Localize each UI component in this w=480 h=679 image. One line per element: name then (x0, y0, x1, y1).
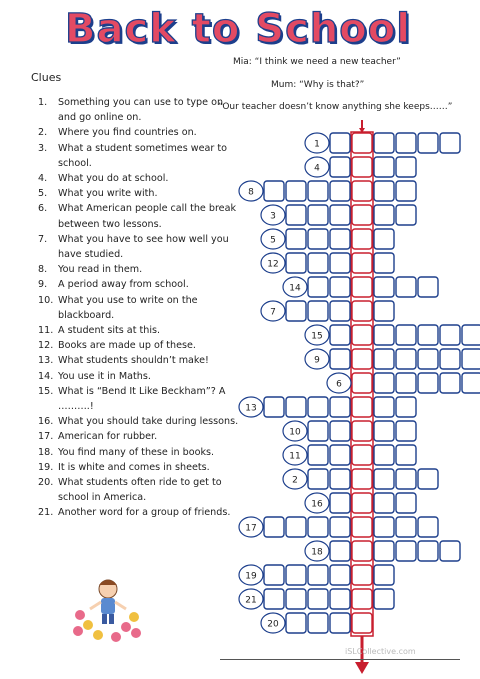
clue-number: 12. (38, 340, 54, 352)
clue-label-number: 15 (311, 331, 323, 342)
key-cell[interactable] (352, 469, 372, 489)
answer-cell[interactable] (396, 325, 416, 345)
answer-cell[interactable] (308, 469, 328, 489)
clue-label-number: 2 (292, 475, 298, 486)
answer-cell[interactable] (374, 157, 394, 177)
clue-label-number: 18 (311, 547, 323, 558)
answer-cell[interactable] (396, 517, 416, 537)
key-cell[interactable] (352, 517, 372, 537)
answer-cell[interactable] (264, 565, 284, 585)
answer-cell[interactable] (264, 397, 284, 417)
clue-label-number: 8 (248, 187, 254, 198)
answer-cell[interactable] (330, 253, 350, 273)
clue-number: 6. (38, 203, 48, 215)
answer-cell[interactable] (330, 445, 350, 465)
answer-cell[interactable] (286, 205, 306, 225)
answer-cell[interactable] (374, 325, 394, 345)
key-cell[interactable] (352, 565, 372, 585)
key-cell[interactable] (352, 253, 372, 273)
clue-text: What you do at school. (58, 173, 169, 185)
answer-cell[interactable] (418, 517, 438, 537)
clue-number: 21. (38, 507, 54, 519)
answer-cell[interactable] (418, 325, 438, 345)
answer-cell[interactable] (286, 229, 306, 249)
clue-number: 11. (38, 325, 54, 337)
answer-cell[interactable] (396, 541, 416, 561)
clue-text: What you write with. (58, 188, 158, 200)
clue-number: 13. (38, 355, 54, 367)
answer-cell[interactable] (396, 493, 416, 513)
answer-cell[interactable] (440, 541, 460, 561)
answer-cell[interactable] (286, 301, 306, 321)
answer-cell[interactable] (462, 325, 480, 345)
answer-cell[interactable] (396, 469, 416, 489)
answer-cell[interactable] (264, 181, 284, 201)
answer-cell[interactable] (308, 181, 328, 201)
bottom-arrowhead-icon (355, 662, 369, 674)
answer-cell[interactable] (308, 253, 328, 273)
clue-number: 5. (38, 188, 48, 200)
answer-cell[interactable] (286, 565, 306, 585)
clue-number: 9. (38, 279, 48, 291)
answer-cell[interactable] (396, 181, 416, 201)
clue-text: A period away from school. (58, 279, 189, 291)
answer-cell[interactable] (330, 181, 350, 201)
clue-text: You find many of these in books. (58, 446, 215, 458)
clue-number: 18. (38, 446, 54, 458)
key-cell[interactable] (352, 445, 372, 465)
key-cell[interactable] (352, 229, 372, 249)
clue-number: 4. (38, 173, 48, 185)
clue-label-number: 11 (289, 451, 301, 462)
clue-text: American for rubber. (58, 431, 158, 443)
answer-cell[interactable] (308, 445, 328, 465)
answer-cell[interactable] (374, 493, 394, 513)
answer-cell[interactable] (374, 229, 394, 249)
clue-label-number: 17 (245, 523, 257, 534)
clue-label-number: 1 (314, 139, 320, 150)
answer-cell[interactable] (396, 421, 416, 441)
answer-cell[interactable] (440, 349, 460, 369)
answer-cell[interactable] (396, 445, 416, 465)
answer-cell[interactable] (308, 517, 328, 537)
answer-cell[interactable] (264, 589, 284, 609)
answer-cell[interactable] (374, 421, 394, 441)
answer-cell[interactable] (308, 205, 328, 225)
answer-cell[interactable] (374, 541, 394, 561)
answer-cell[interactable] (308, 277, 328, 297)
clue-number: 2. (38, 127, 48, 139)
clue-number: 8. (38, 264, 48, 276)
clue-number: 17. (38, 431, 54, 443)
answer-cell[interactable] (396, 157, 416, 177)
clue-text: You use it in Maths. (58, 370, 151, 382)
answer-cell[interactable] (396, 349, 416, 369)
clue-label-number: 20 (267, 619, 279, 630)
page-title: Back to School (65, 6, 411, 52)
clue-text: What students often ride to get to school in America. (58, 477, 222, 504)
clue-text: What you use to write on the blackboard. (58, 294, 198, 321)
clue-number: 7. (38, 233, 48, 245)
answer-cell[interactable] (440, 133, 460, 153)
answer-cell[interactable] (330, 205, 350, 225)
answer-cell[interactable] (374, 205, 394, 225)
key-cell[interactable] (352, 157, 372, 177)
answer-cell[interactable] (286, 613, 306, 633)
clue-text: Where you find countries on. (58, 127, 197, 139)
answer-cell[interactable] (374, 565, 394, 585)
key-cell[interactable] (352, 181, 372, 201)
clue-number: 10. (38, 294, 54, 306)
answer-cell[interactable] (308, 397, 328, 417)
key-cell[interactable] (352, 133, 372, 153)
answer-cell[interactable] (374, 397, 394, 417)
answer-cell[interactable] (418, 469, 438, 489)
answer-cell[interactable] (396, 277, 416, 297)
answer-cell[interactable] (418, 277, 438, 297)
answer-cell[interactable] (374, 589, 394, 609)
clue-text: Books are made up of these. (58, 340, 196, 352)
key-cell[interactable] (352, 541, 372, 561)
answer-cell[interactable] (308, 421, 328, 441)
clue-number: 16. (38, 416, 54, 428)
clue-label-number: 21 (245, 595, 257, 606)
answer-cell[interactable] (308, 301, 328, 321)
answer-cell[interactable] (330, 421, 350, 441)
clue-label-number: 10 (289, 427, 301, 438)
answer-cell[interactable] (330, 397, 350, 417)
answer-cell[interactable] (374, 517, 394, 537)
answer-cell[interactable] (440, 373, 460, 393)
clue-number: 1. (38, 97, 48, 108)
answer-cell[interactable] (462, 349, 480, 369)
clue-label-number: 4 (314, 163, 320, 174)
answer-cell[interactable] (330, 157, 350, 177)
answer-cell[interactable] (374, 469, 394, 489)
answer-cell[interactable] (308, 613, 328, 633)
clue-label-number: 6 (336, 379, 342, 390)
clue-text: It is white and comes in sheets. (58, 461, 210, 473)
clue-number: 3. (38, 142, 48, 154)
key-cell[interactable] (352, 613, 372, 633)
clue-label-number: 5 (270, 235, 276, 246)
clue-label-number: 7 (270, 307, 276, 318)
clue-label-number: 9 (314, 355, 320, 366)
answer-cell[interactable] (330, 493, 350, 513)
clue-number: 19. (38, 461, 54, 473)
clues-heading: Clues (31, 71, 62, 84)
clue-label-number: 19 (245, 571, 257, 582)
answer-cell[interactable] (286, 253, 306, 273)
answer-cell[interactable] (418, 541, 438, 561)
key-cell[interactable] (352, 205, 372, 225)
answer-cell[interactable] (286, 517, 306, 537)
child-clipart (68, 575, 148, 645)
answer-cell[interactable] (374, 253, 394, 273)
answer-cell[interactable] (418, 373, 438, 393)
answer-cell[interactable] (286, 397, 306, 417)
answer-cell[interactable] (330, 277, 350, 297)
answer-cell[interactable] (308, 229, 328, 249)
answer-cell[interactable] (330, 133, 350, 153)
answer-cell[interactable] (374, 373, 394, 393)
clue-label-number: 16 (311, 499, 323, 510)
clue-label-number: 13 (245, 403, 257, 414)
answer-cell[interactable] (418, 349, 438, 369)
clue-number: 20. (38, 477, 54, 489)
answer-cell[interactable] (440, 325, 460, 345)
answer-cell[interactable] (330, 469, 350, 489)
clue-number: 15. (38, 385, 54, 397)
answer-cell[interactable] (286, 589, 306, 609)
answer-cell[interactable] (330, 301, 350, 321)
answer-cell[interactable] (374, 349, 394, 369)
answer-cell[interactable] (330, 325, 350, 345)
clue-text: Another word for a group of friends. (58, 507, 231, 519)
answer-cell[interactable] (308, 565, 328, 585)
clue-text: What is “Bend It Like Beckham”? A ……….! (58, 385, 226, 413)
answer-cell[interactable] (308, 589, 328, 609)
answer-cell[interactable] (396, 205, 416, 225)
key-cell[interactable] (352, 349, 372, 369)
key-cell[interactable] (352, 373, 372, 393)
answer-cell[interactable] (330, 541, 350, 561)
watermark: iSLCollective.com (345, 647, 416, 656)
answer-cell[interactable] (374, 133, 394, 153)
clue-label-number: 12 (267, 259, 279, 270)
key-cell[interactable] (352, 325, 372, 345)
clue-label-number: 14 (289, 283, 301, 294)
answer-cell[interactable] (330, 517, 350, 537)
dialog-mum: Mum: “Why is that?” (271, 80, 365, 90)
answer-cell[interactable] (462, 373, 480, 393)
answer-cell[interactable] (418, 133, 438, 153)
answer-cell[interactable] (374, 301, 394, 321)
key-cell[interactable] (352, 397, 372, 417)
answer-cell[interactable] (396, 133, 416, 153)
dialog-mia-reply: “Our teacher doesn’t know anything she keeps……” (218, 102, 453, 112)
clue-text: What students shouldn’t make! (58, 355, 209, 367)
clue-label-number: 3 (270, 211, 276, 222)
answer-cell[interactable] (374, 445, 394, 465)
key-cell[interactable] (352, 421, 372, 441)
answer-cell[interactable] (264, 517, 284, 537)
key-cell[interactable] (352, 589, 372, 609)
clue-text: What American people call the break between two lessons. (58, 203, 237, 230)
clue-number: 14. (38, 370, 54, 382)
answer-cell[interactable] (396, 373, 416, 393)
signature-line (220, 659, 460, 660)
answer-cell[interactable] (330, 565, 350, 585)
answer-cell[interactable] (330, 613, 350, 633)
key-cell[interactable] (352, 493, 372, 513)
clue-text: What a student sometimes wear to school. (58, 142, 228, 169)
answer-cell[interactable] (374, 277, 394, 297)
key-cell[interactable] (352, 277, 372, 297)
clue-text: You read in them. (58, 264, 143, 276)
clue-text: What you should take during lessons. (58, 416, 239, 428)
answer-cell[interactable] (374, 181, 394, 201)
answer-cell[interactable] (330, 229, 350, 249)
answer-cell[interactable] (330, 349, 350, 369)
clue-text: What you have to see how well you have studied. (58, 233, 229, 261)
clue-text: Something you can use to type on and go online on. (58, 97, 224, 124)
answer-cell[interactable] (396, 397, 416, 417)
clue-text: A student sits at this. (58, 325, 161, 337)
key-cell[interactable] (352, 301, 372, 321)
answer-cell[interactable] (286, 181, 306, 201)
answer-cell[interactable] (330, 589, 350, 609)
dialog-mia: Mia: “I think we need a new teacher” (233, 57, 401, 67)
